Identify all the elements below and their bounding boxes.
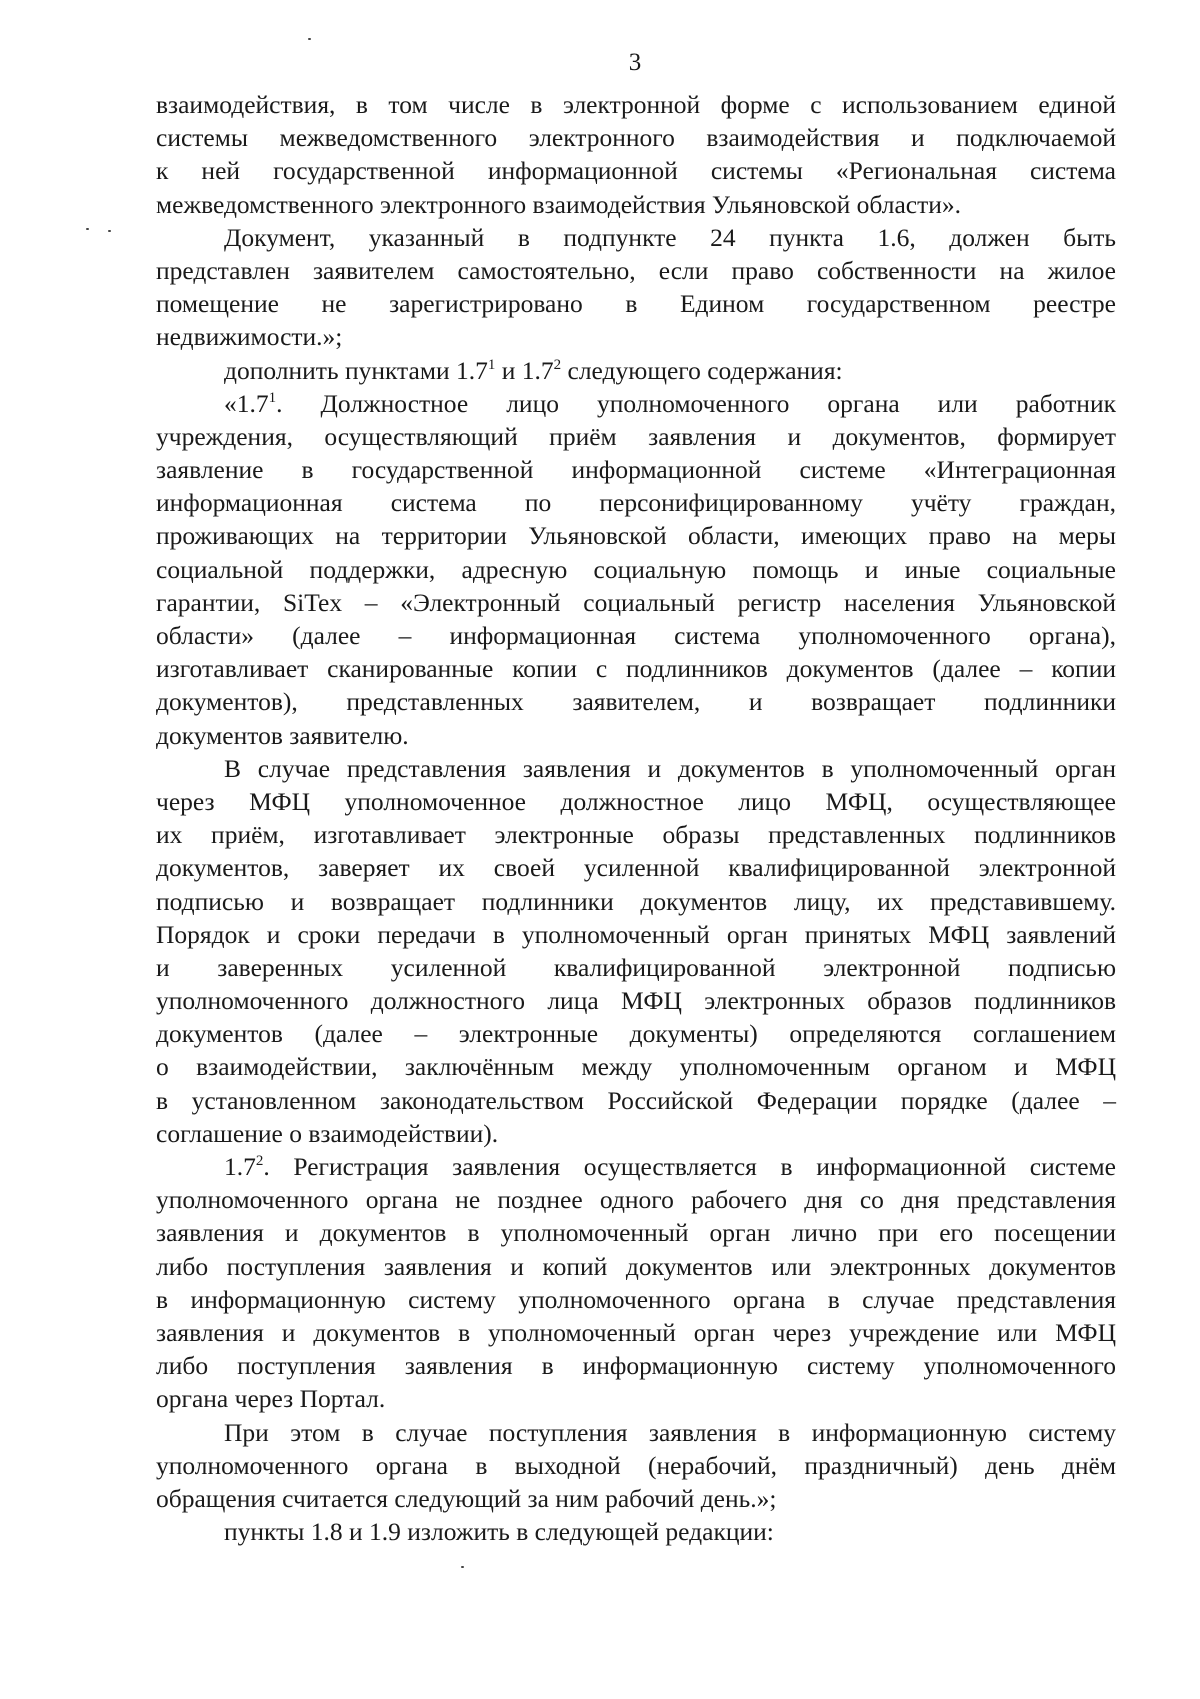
page-number: 3 — [628, 49, 642, 76]
text-span: области» (далее – информационная система уполномоченного органа), — [156, 621, 1116, 650]
text-span: При этом в случае поступления заявления в информационную систему — [224, 1417, 1116, 1447]
text-span: пункты 1.8 и 1.9 изложить в следующей редакции: — [224, 1517, 774, 1547]
text-span: их приём, изготавливает электронные образы представленных подлинников — [156, 820, 1116, 850]
text-span: органа через Портал. — [156, 1384, 386, 1414]
text-span: уполномоченного должностного лица МФЦ электронных образов подлинников — [156, 986, 1116, 1016]
text-span: информационная система по персонифицированному учёту граждан, — [156, 488, 1116, 518]
text-line — [156, 1150, 1116, 1183]
text-line — [156, 486, 1116, 519]
text-span: проживающих на территории Ульяновской области, имеющих право на меры — [156, 521, 1116, 551]
superscript: 1 — [487, 356, 496, 373]
text-line — [156, 354, 1116, 387]
text-line — [156, 984, 1116, 1017]
text-span: в установленном законодательством Российской Федерации порядке (далее – — [156, 1085, 1116, 1115]
text-span: заявление в государственной информационной системе «Интеграционная — [156, 455, 1116, 485]
text-span: следующего содержания: — [561, 355, 843, 385]
text-line — [156, 918, 1116, 951]
text-span: соглашение о взаимодействии). — [156, 1118, 499, 1148]
text-line — [156, 420, 1116, 453]
text-line — [156, 586, 1116, 619]
text-span: подписью и возвращает подлинники документов лицу, их представившему. — [156, 886, 1116, 916]
text-span: документов), представленных заявителем, и возвращает подлинники — [156, 687, 1116, 717]
text-span: либо поступления заявления в информационную систему уполномоченного — [156, 1351, 1116, 1381]
text-line — [156, 154, 1116, 187]
text-line — [156, 1316, 1116, 1349]
text-line — [156, 1449, 1116, 1482]
text-line — [156, 1482, 1116, 1515]
text-span: через МФЦ уполномоченное должностное лицо МФЦ, осуществляющее — [156, 786, 1116, 816]
scan-speck — [308, 38, 311, 40]
text-span: обращения считается следующий за ним рабочий день.»; — [156, 1483, 777, 1513]
text-span: учреждения, осуществляющий приём заявления и документов, формирует — [156, 421, 1116, 451]
text-span: системы межведомственного электронного взаимодействия и подключаемой — [156, 123, 1116, 153]
scan-speck — [461, 1566, 464, 1568]
text-line — [156, 1382, 1116, 1415]
text-line — [156, 1515, 1116, 1548]
text-line — [156, 254, 1116, 287]
text-span: социальной поддержки, адресную социальную помощь и иные социальные — [156, 554, 1116, 584]
text-span: Документ, указанный в подпункте 24 пункта 1.6, должен быть — [224, 222, 1116, 252]
text-line — [156, 1416, 1116, 1449]
superscript: 2 — [553, 356, 562, 373]
text-line — [156, 619, 1116, 652]
text-line — [156, 752, 1116, 785]
text-span: уполномоченного органа в выходной (нерабочий, праздничный) день днём — [156, 1450, 1116, 1480]
text-line — [156, 1017, 1116, 1050]
text-line — [156, 685, 1116, 718]
text-line — [156, 951, 1116, 984]
text-line — [156, 885, 1116, 918]
text-line — [156, 1183, 1116, 1216]
text-line — [156, 719, 1116, 752]
text-span: дополнить пунктами 1.7 — [224, 355, 488, 385]
text-line — [156, 818, 1116, 851]
text-span: межведомственного электронного взаимодействия Ульяновской области». — [156, 189, 962, 219]
text-line — [156, 553, 1116, 586]
text-span: документов, заверяет их своей усиленной квалифицированной электронной — [156, 853, 1116, 883]
scan-speck — [86, 228, 89, 230]
text-span: документов заявителю. — [156, 720, 409, 750]
text-span: уполномоченного органа не позднее одного рабочего дня со дня представления — [156, 1185, 1116, 1215]
text-span: 1.7 — [224, 1152, 256, 1181]
superscript: 1 — [268, 389, 277, 406]
text-line — [156, 652, 1116, 685]
text-span: о взаимодействии, заключённым между уполномоченным органом и МФЦ — [156, 1052, 1116, 1082]
text-span: либо поступления заявления и копий документов или электронных документов — [156, 1251, 1116, 1281]
text-line — [156, 1117, 1116, 1150]
text-span: В случае представления заявления и документов в уполномоченный орган — [224, 753, 1116, 783]
text-span: к ней государственной информационной системы «Региональная система — [156, 156, 1116, 186]
text-line — [156, 1349, 1116, 1382]
text-span: документов (далее – электронные документы) определяются соглашением — [156, 1019, 1116, 1049]
text-line — [156, 1216, 1116, 1249]
text-line — [156, 387, 1116, 420]
text-line — [156, 188, 1116, 221]
text-span: и заверенных усиленной квалифицированной электронной подписью — [156, 952, 1116, 982]
text-line — [156, 453, 1116, 486]
text-span: заявления и документов в уполномоченный орган через учреждение или МФЦ — [156, 1317, 1116, 1347]
text-span: помещение не зарегистрировано в Едином государственном реестре — [156, 289, 1116, 319]
text-line — [156, 320, 1116, 353]
text-span: взаимодействия, в том числе в электронной форме с использованием единой — [156, 90, 1116, 119]
text-line — [156, 519, 1116, 552]
text-span: . Регистрация заявления осуществляется в информационной системе — [263, 1152, 1116, 1181]
text-span: гарантии, SiTex – «Электронный социальный регистр населения Ульяновской — [156, 587, 1116, 617]
text-line — [156, 1250, 1116, 1283]
superscript: 2 — [255, 1153, 264, 1169]
text-line — [156, 1084, 1116, 1117]
document-body — [156, 88, 1116, 1548]
text-line — [156, 851, 1116, 884]
text-line — [156, 88, 1116, 121]
text-line — [156, 221, 1116, 254]
text-line — [156, 121, 1116, 154]
scan-speck — [108, 230, 111, 232]
text-line — [156, 1283, 1116, 1316]
text-span: . Должностное лицо уполномоченного органа или работник — [276, 388, 1116, 418]
text-span: недвижимости.»; — [156, 322, 343, 352]
text-span: заявления и документов в уполномоченный орган лично при его посещении — [156, 1218, 1116, 1248]
text-span: Порядок и сроки передачи в уполномоченный орган принятых МФЦ заявлений — [156, 919, 1116, 949]
text-span: и 1.7 — [495, 355, 554, 385]
text-span: изготавливает сканированные копии с подлинников документов (далее – копии — [156, 654, 1116, 684]
text-line — [156, 287, 1116, 320]
text-span: представлен заявителем самостоятельно, если право собственности на жилое — [156, 255, 1116, 285]
text-span: «1.7 — [224, 388, 269, 418]
text-span: в информационную систему уполномоченного органа в случае представления — [156, 1284, 1116, 1314]
text-line — [156, 785, 1116, 818]
text-line — [156, 1050, 1116, 1083]
